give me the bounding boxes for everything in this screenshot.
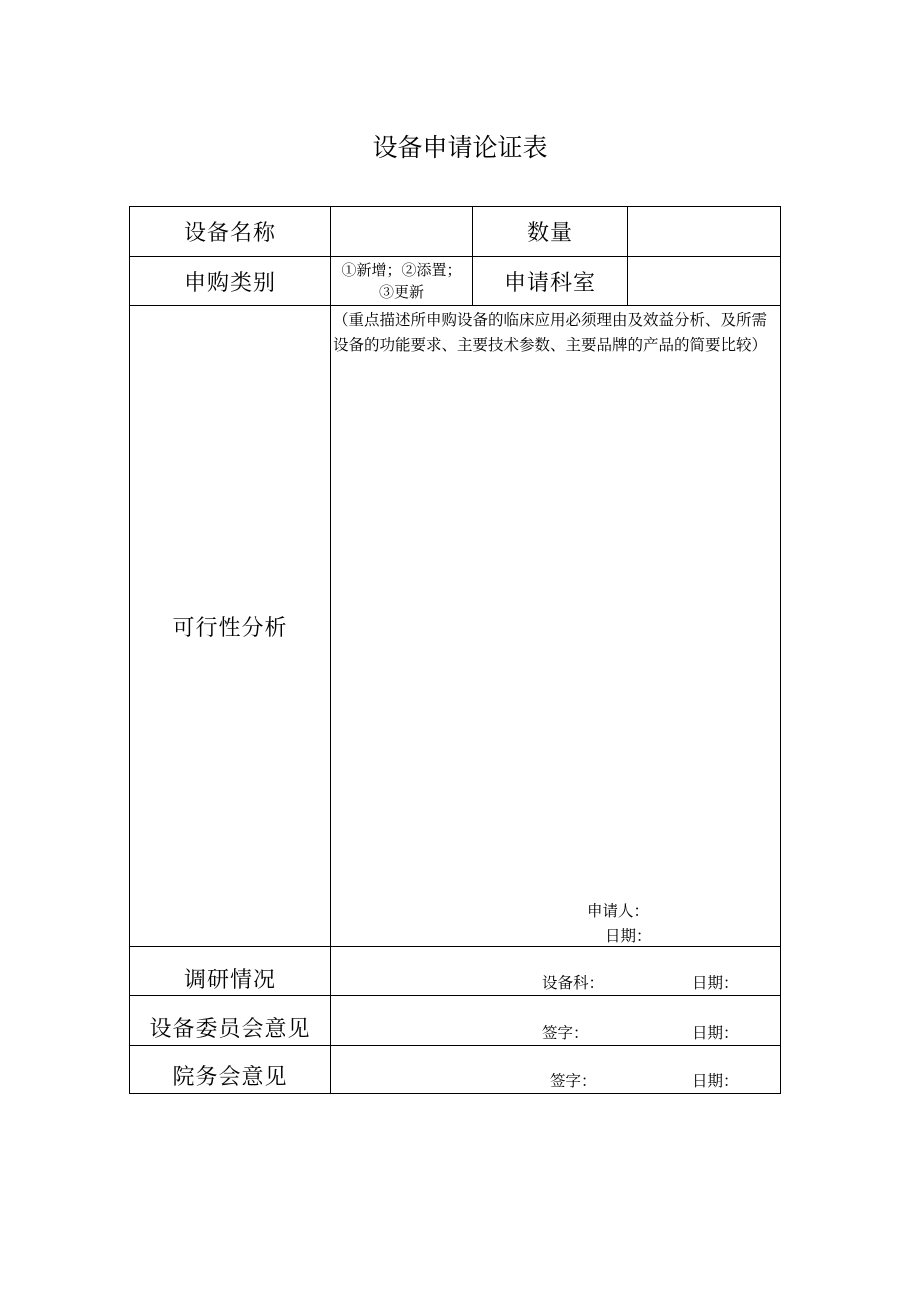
purchase-type-label: 申购类别 [130,257,331,306]
application-form-table [129,206,781,1094]
row-committee [130,996,781,1046]
quantity-label: 数量 [473,207,628,257]
device-name-label: 设备名称 [130,207,331,257]
committee-signature-label: 签字： [542,1024,589,1042]
feasibility-hint: （重点描述所申购设备的临床应用必须理由及效益分析、及所需设备的功能要求、主要技术参数、主要品牌的产品的简要比较） [333,311,768,354]
purchase-type-options: ①新增；②添置；③更新 [341,261,462,301]
page-title: 设备申请论证表 [372,133,548,162]
applicant-date-label: 日期： [605,927,652,945]
committee-date-label: 日期： [692,1024,739,1042]
quantity-field[interactable] [628,207,781,257]
purchase-type-field[interactable] [331,257,473,306]
row-device-name [130,207,781,257]
feasibility-label: 可行性分析 [130,306,331,947]
department-field[interactable] [628,257,781,306]
applicant-label: 申请人： [587,902,650,920]
council-field[interactable] [331,1046,781,1094]
research-field[interactable] [331,947,781,996]
row-purchase-type [130,257,781,306]
feasibility-field[interactable] [331,306,781,947]
row-council [130,1046,781,1094]
research-label: 调研情况 [130,947,331,996]
committee-field[interactable] [331,996,781,1046]
device-name-field[interactable] [331,207,473,257]
research-dept-label: 设备科： [542,974,605,992]
row-research [130,947,781,996]
council-date-label: 日期： [692,1072,739,1090]
council-signature-label: 签字： [550,1072,597,1090]
committee-label: 设备委员会意见 [130,996,331,1046]
council-label: 院务会意见 [130,1046,331,1094]
research-date-label: 日期： [692,974,739,992]
department-label: 申请科室 [473,257,628,306]
row-feasibility [130,306,781,947]
